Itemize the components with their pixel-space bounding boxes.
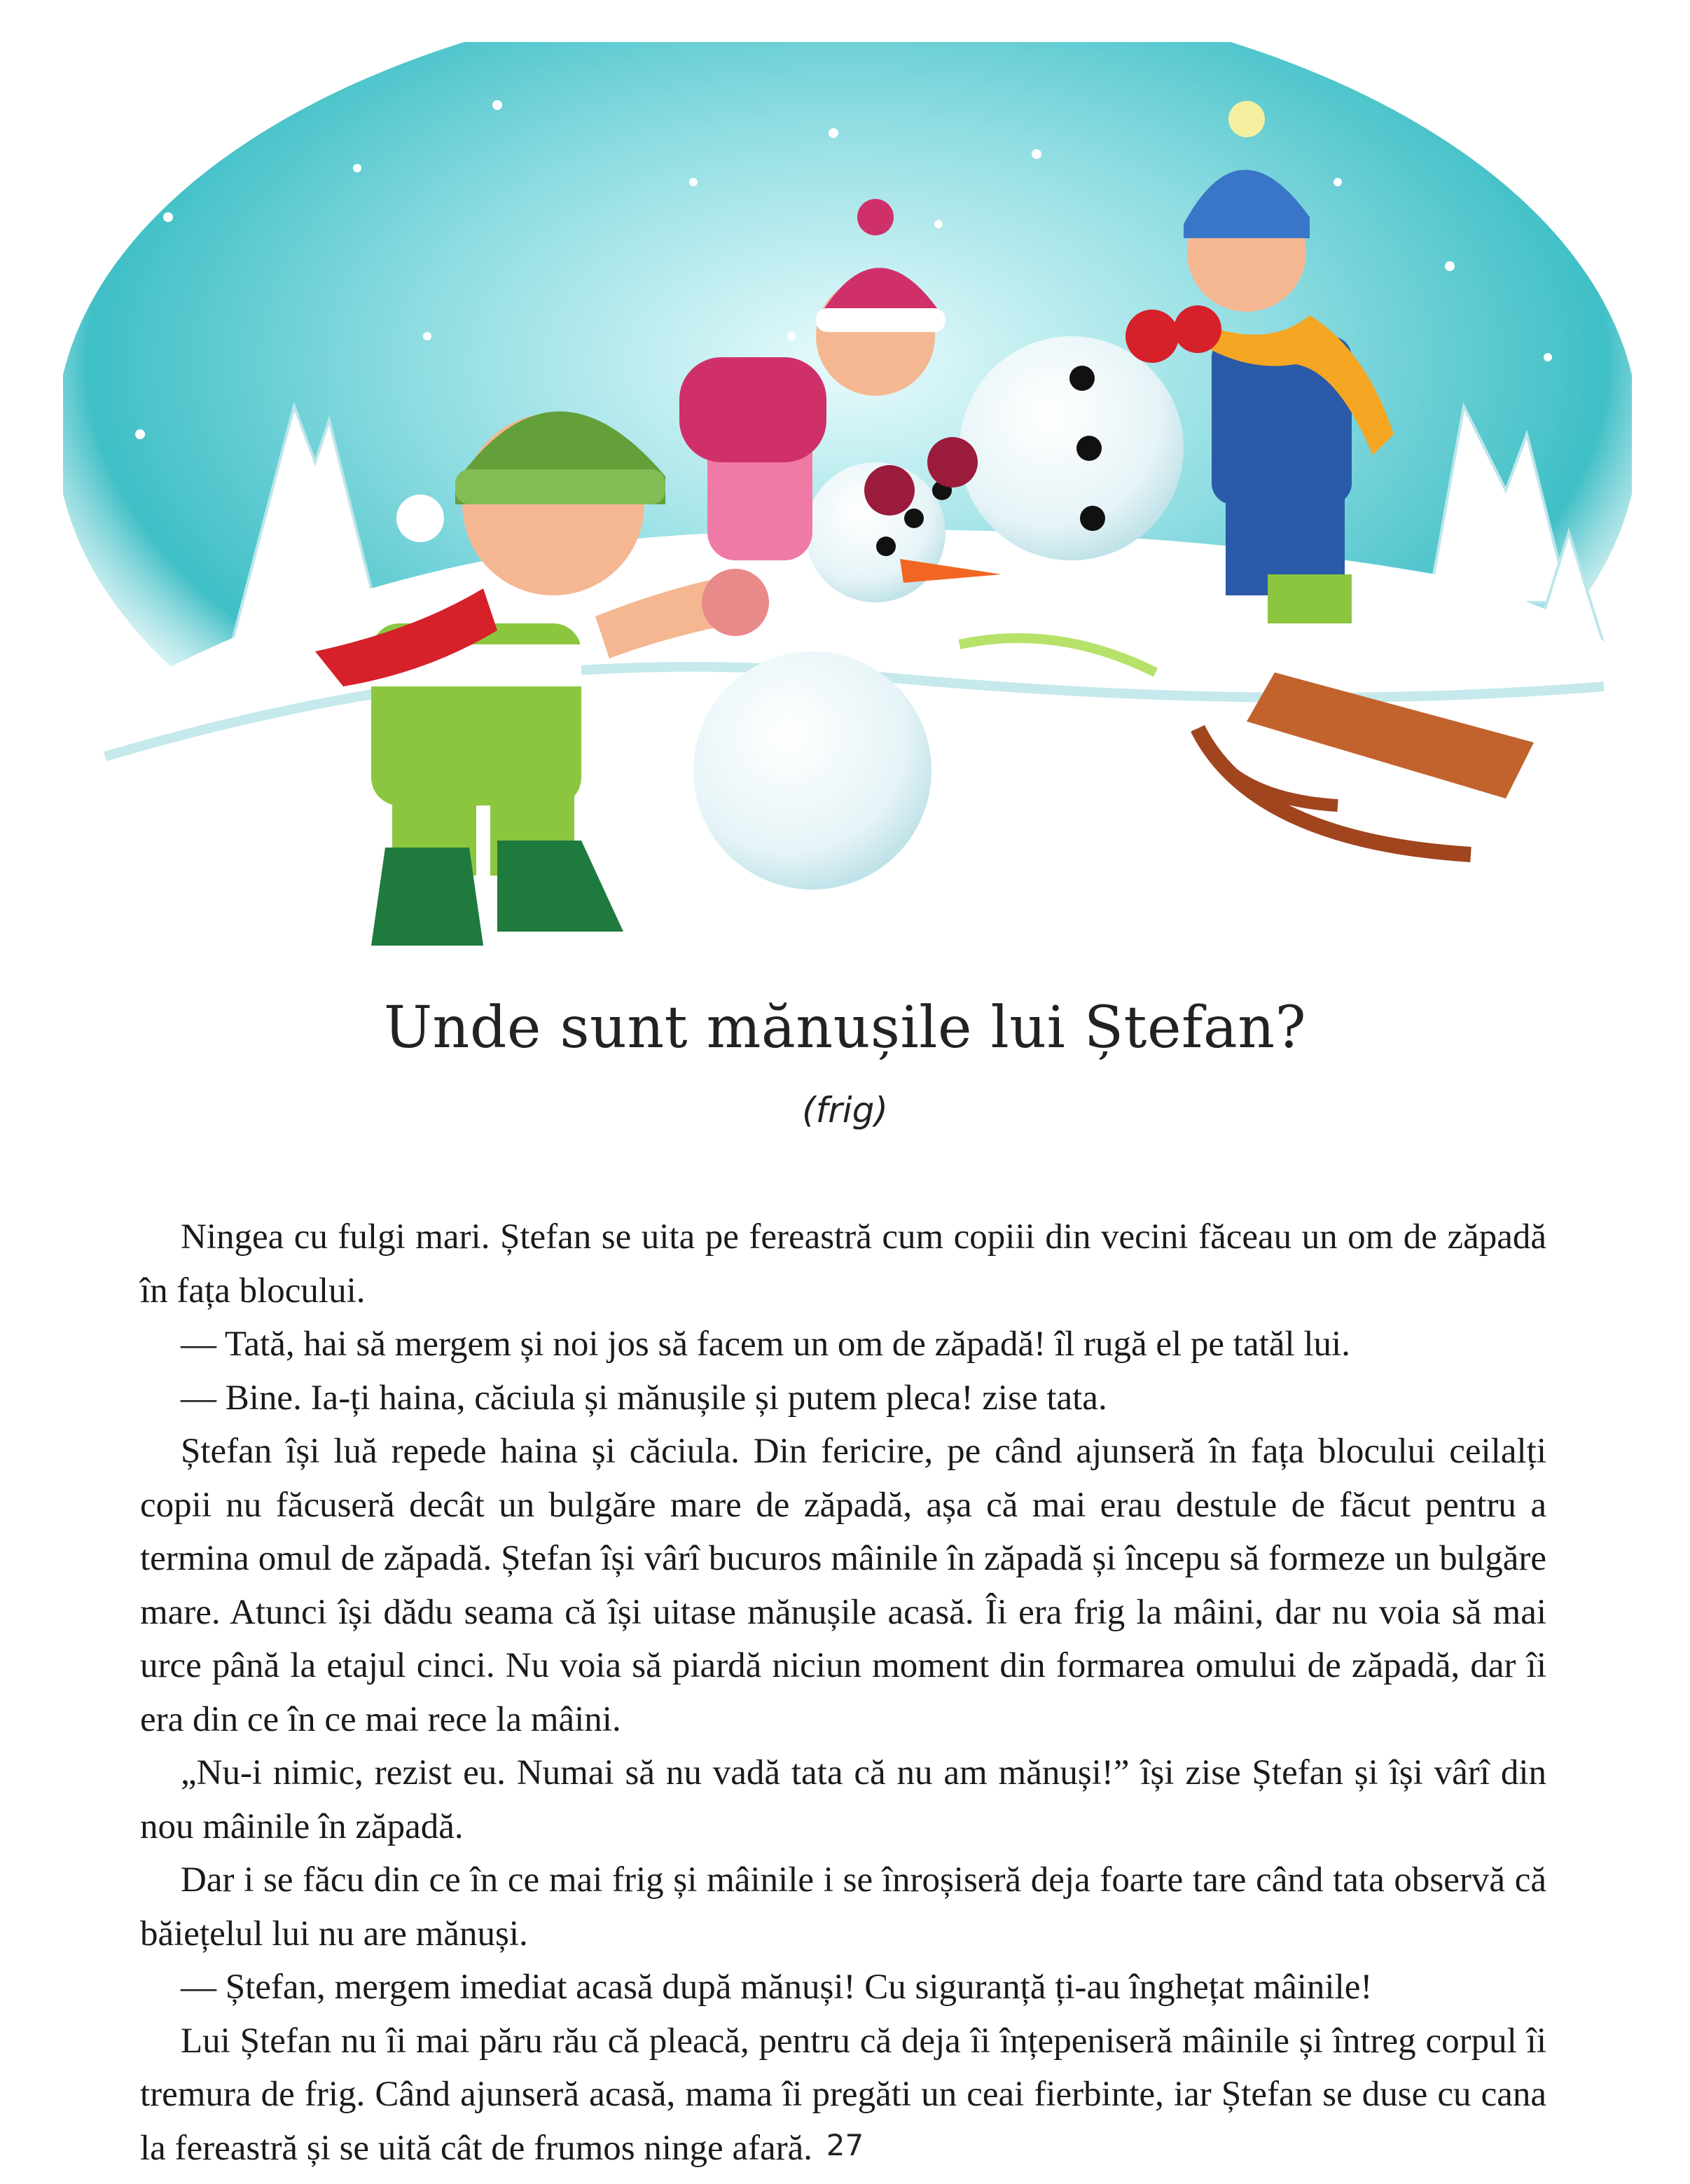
paragraph: — Bine. Ia-ți haina, căciula și mănușile și putem pleca! zise tata. [181,1378,1107,1418]
page-title: Unde sunt mănușile lui Ștefan? [383,995,1307,1061]
snowman-large [960,336,1184,560]
snowball-large [693,651,931,890]
paragraph: Ștefan își luă repede haina și căciula. Din fericire, pe când ajunseră în fața blocului ceilalți copii nu făcuseră decât un bulgăre mare de zăpadă, așa că mai erau destule de făcut pentru a termina omul de zăpadă. Ștefan își vârî bucuros mâinile în zăpadă și începu să formeze un bulgăre mare. Atunci își dădu seama că își uitase mănușile acasă. Îi era frig la mâini, dar nu voia să mai urce până la etajul cinci. Nu voia să piardă niciun moment din formarea omului de zăpadă, dar îi era din ce în ce mai rece la mâini. [140,1432,1546,1739]
story-body [140,1210,1546,2175]
paragraph: Lui Ștefan nu îi mai păru rău că pleacă, pentru că deja îi înțepeniseră mâinile și întreg corpul îi tremura de frig. Când ajunseră acasă, mama îi pregăti un ceai fierbinte, iar Ștefan se duse cu cana la fereastră și se uită cât de frumos ninge afară. [140,2021,1546,2168]
page-subtitle: (frig) [802,1090,888,1131]
paragraph: Dar i se făcu din ce în ce mai frig și mâinile i se înroșiseră deja foarte tare când tata observă că băiețelul lui nu are mănuși. [140,1860,1546,1954]
paragraph: — Tată, hai să mergem și noi jos să facem un om de zăpadă! îl rugă el pe tatăl lui. [181,1325,1350,1364]
winter-illustration [63,42,1632,946]
paragraph: — Ștefan, mergem imediat acasă după mănuși! Cu siguranță ți-au înghețat mâinile! [181,1968,1373,2007]
paragraph: Ningea cu fulgi mari. Ștefan se uita pe fereastră cum copiii din vecini făceau un om de zăpadă în fața blocului. [140,1217,1546,1311]
paragraph: „Nu-i nimic, rezist eu. Numai să nu vadă tata că nu am mănuși!” își zise Ștefan și își vârî din nou mâinile în zăpadă. [140,1753,1546,1846]
page-number: 27 [826,2128,864,2162]
